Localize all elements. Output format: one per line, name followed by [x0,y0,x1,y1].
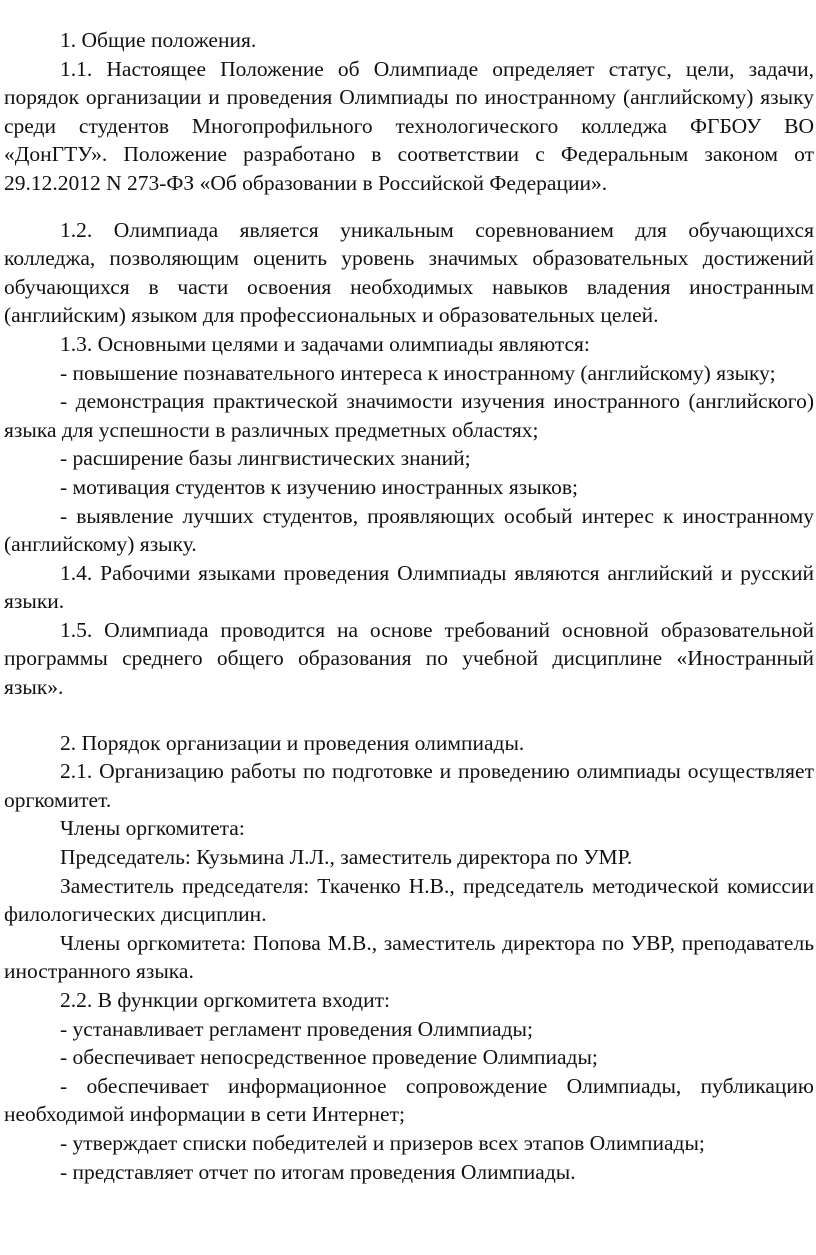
section-1-heading: 1. Общие положения. [60,28,257,52]
paragraph-1-1: 1.1. Настоящее Положение об Олимпиаде определяет статус, цели, задачи, порядок организации и проведения Олимпиады по иностранному (английскому) языку среди студентов Многопрофильного технологического колледжа ФГБОУ ВО «ДонГТУ». Положение разработано в соответствии с Федеральным законом от 29.12.2012 N 273-ФЗ «Об образовании в Российской Федерации». [4,56,814,195]
function-item-1: - устанавливает регламент проведения Олимпиады; [60,1016,533,1041]
committee-members: Члены оргкомитета: Попова М.В., заместитель директора по УВР, преподаватель иностранного языка. [4,930,814,984]
goal-item-5: - выявление лучших студентов, проявляющих особый интерес к иностранному (английскому) языку. [4,503,814,557]
goal-item-3: - расширение базы лингвистических знаний; [60,446,471,471]
committee-deputy-chair: Заместитель председателя: Ткаченко Н.В., председатель методической комиссии филологических дисциплин. [4,873,814,927]
paragraph-2-2: 2.2. В функции оргкомитета входит: [60,988,390,1012]
goal-item-1: - повышение познавательного интереса к иностранному (английскому) языку; [60,360,776,385]
committee-chair: Председатель: Кузьмина Л.Л., заместитель директора по УМР. [60,845,633,870]
section-gap [4,702,814,729]
paragraph-1-4: 1.4. Рабочими языками проведения Олимпиады являются английский и русский языки. [4,560,814,614]
function-item-3: - обеспечивает информационное сопровождение Олимпиады, публикацию необходимой информации в сети Интернет; [4,1073,814,1127]
committee-members-label: Члены оргкомитета: [60,816,245,841]
paragraph-1-5: 1.5. Олимпиада проводится на основе требований основной образовательной программы среднего общего образования по учебной дисциплине «Иностранный язык». [4,617,814,700]
function-item-5: - представляет отчет по итогам проведения Олимпиады. [60,1159,576,1184]
function-item-4: - утверждает списки победителей и призеров всех этапов Олимпиады; [60,1130,705,1155]
paragraph-1-3: 1.3. Основными целями и задачами олимпиады являются: [60,331,590,356]
function-item-2: - обеспечивает непосредственное проведение Олимпиады; [60,1045,598,1070]
goal-item-4: - мотивация студентов к изучению иностранных языков; [60,474,578,499]
section-2-heading: 2. Порядок организации и проведения олимпиады. [60,730,525,755]
goal-item-2: - демонстрация практической значимости изучения иностранного (английского) языка для успешности в различных предметных областях; [4,389,814,442]
paragraph-2-1: 2.1. Организацию работы по подготовке и проведению олимпиады осуществляет оргкомитет. [4,759,814,812]
paragraph-1-2: 1.2. Олимпиада является уникальным соревнованием для обучающихся колледжа, позволяющим оценить уровень значимых образовательных достижений обучающихся в части освоения необходимых навыков владения иностранным (английским) языком для профессиональных и образовательных целей. [4,217,814,328]
paragraph-gap [4,198,814,216]
